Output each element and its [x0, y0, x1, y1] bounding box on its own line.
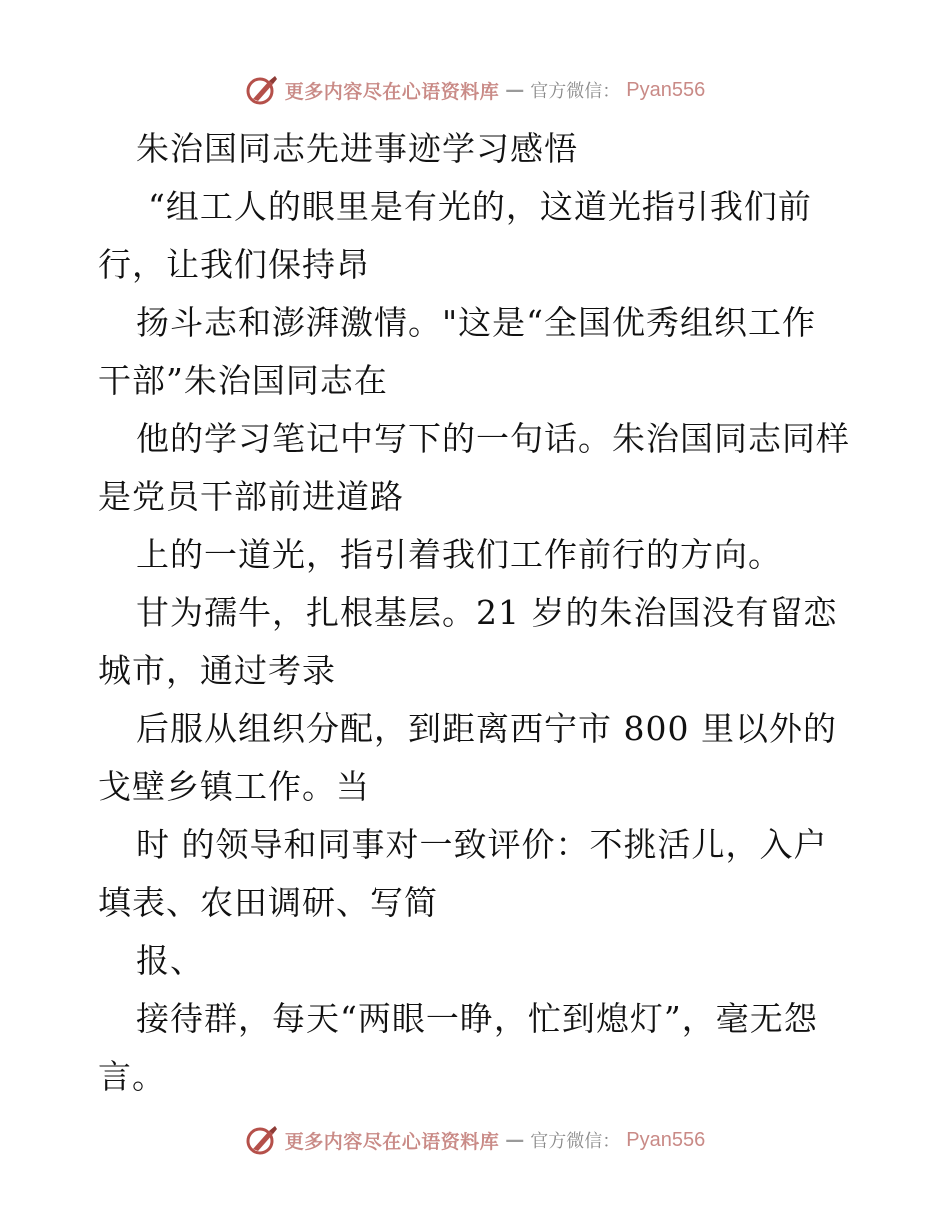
- watermark-brand-text: 更多内容尽在心语资料库: [284, 1130, 500, 1153]
- paragraph-line: “组工人的眼里是有光的，这道光指引我们前: [148, 187, 812, 226]
- paragraph-line: 后服从组织分配，到距离西宁市 800 里以外的: [136, 709, 837, 748]
- paragraph-line: 戈壁乡镇工作。当: [98, 767, 370, 806]
- header-watermark: [0, 70, 950, 110]
- watermark-suffix: 官方微信：: [530, 1131, 621, 1152]
- paragraph-line: 言。: [98, 1057, 166, 1096]
- paragraph-line: 上的一道光，指引着我们工作前行的方向。: [136, 535, 782, 574]
- watermark-dash: —: [505, 79, 525, 101]
- paragraph-line: 接待群，每天“两眼一睁，忙到熄灯”，毫无怨: [136, 999, 818, 1038]
- paragraph-line: 扬斗志和澎湃激情。"这是“全国优秀组织工作: [136, 303, 817, 342]
- pen-circle-logo-icon: [245, 1123, 279, 1157]
- paragraph-line: 行，让我们保持昂: [98, 245, 370, 284]
- paragraph-line: 他的学习笔记中写下的一句话。朱治国同志同样: [136, 419, 850, 458]
- footer-watermark: [0, 1120, 950, 1160]
- watermark-id: Pyan556: [626, 1128, 706, 1151]
- watermark-brand-text: 更多内容尽在心语资料库: [284, 80, 500, 103]
- document-title: 朱治国同志先进事迹学习感悟: [136, 129, 578, 168]
- watermark-suffix: 官方微信：: [530, 81, 621, 102]
- paragraph-line: 是党员干部前进道路: [98, 477, 404, 516]
- paragraph-line: 甘为孺牛，扎根基层。21 岁的朱治国没有留恋: [136, 593, 838, 632]
- pen-circle-logo-icon: [245, 73, 279, 107]
- paragraph-line: 时 的领导和同事对一致评价：不挑活儿，入户: [136, 825, 828, 864]
- paragraph-line: 干部”朱治国同志在: [98, 361, 388, 400]
- paragraph-line: 报、: [136, 941, 204, 980]
- watermark-dash: —: [505, 1129, 525, 1151]
- document-body: [98, 120, 858, 1106]
- watermark-id: Pyan556: [626, 78, 706, 101]
- paragraph-line: 填表、农田调研、写简: [98, 883, 438, 922]
- paragraph-line: 城市，通过考录: [98, 651, 336, 690]
